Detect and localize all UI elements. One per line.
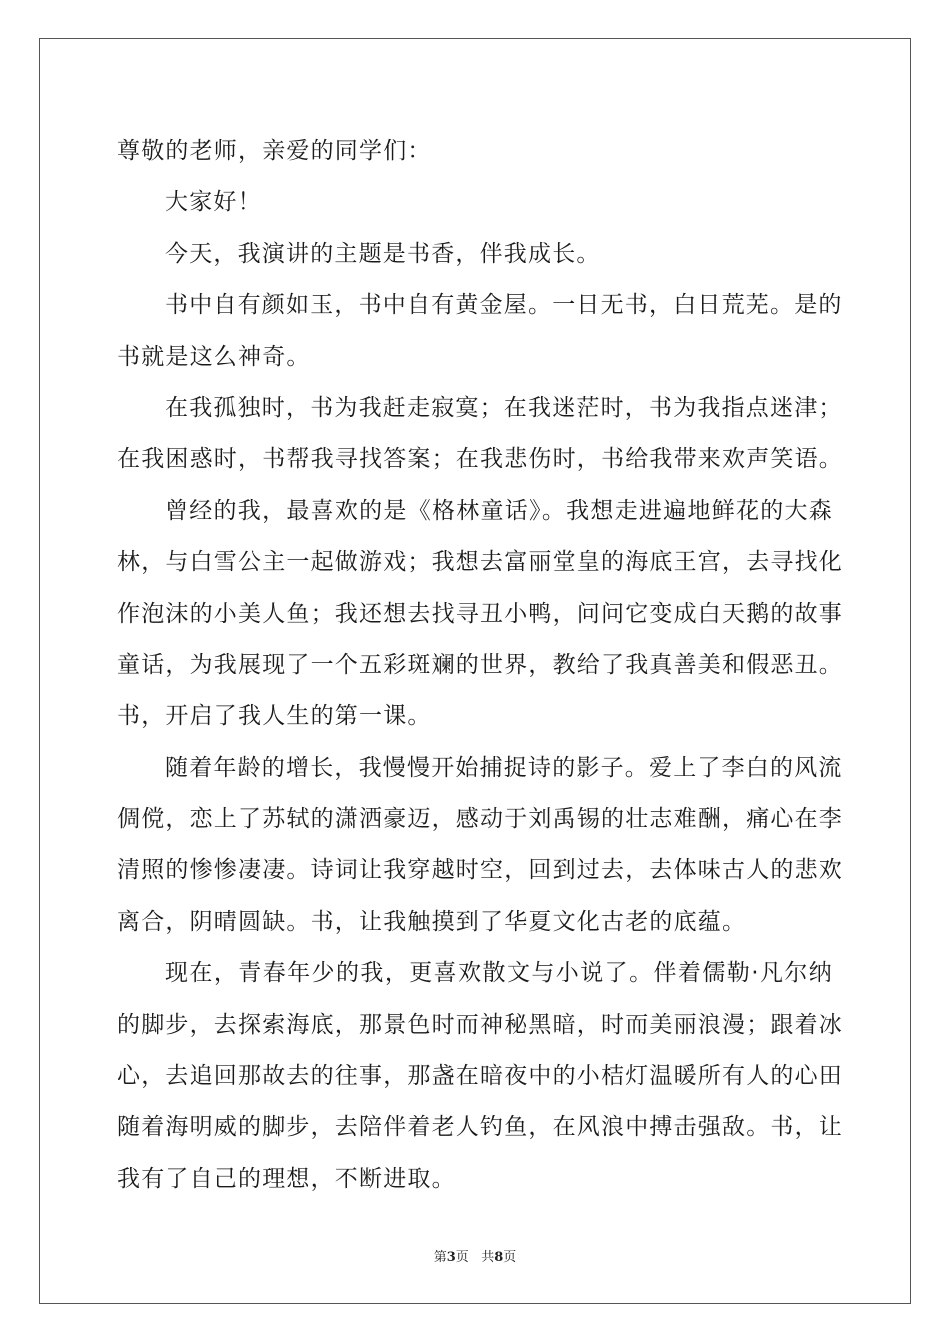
- text-line: 童话，为我展现了一个五彩斑斓的世界，教给了我真善美和假恶丑。: [117, 651, 843, 678]
- text-line: 离合，阴晴圆缺。书，让我触摸到了华夏文化古老的底蕴。: [117, 908, 747, 935]
- paragraph: [117, 177, 833, 228]
- text-line: 清照的惨惨凄凄。诗词让我穿越时空，回到过去，去体味古人的悲欢: [117, 857, 843, 884]
- paragraph: [117, 743, 843, 949]
- text-line: 随着年龄的增长，我慢慢开始捕捉诗的影子。爱上了李白的风流: [165, 754, 843, 781]
- text-line: 曾经的我，最喜欢的是《格林童话》。我想走进遍地鲜花的大森: [165, 497, 833, 524]
- total-pages: 8: [494, 1250, 504, 1265]
- document-body: [117, 126, 843, 1205]
- paragraph: [117, 280, 843, 383]
- text-line: 尊敬的老师，亲爱的同学们：: [117, 138, 432, 164]
- text-line: 作泡沫的小美人鱼；我还想去找寻丑小鸭，问问它变成白天鹅的故事: [117, 600, 843, 627]
- text-line: 心，去追回那故去的往事，那盏在暗夜中的小桔灯温暖所有人的心田: [117, 1063, 843, 1090]
- text-line: 在我困惑时，书帮我寻找答案；在我悲伤时，书给我带来欢声笑语。: [117, 446, 843, 473]
- total-suffix: 页: [503, 1250, 517, 1265]
- paragraph: [117, 486, 843, 743]
- page-number: 3: [446, 1250, 456, 1265]
- text-line: 大家好！: [165, 189, 262, 216]
- text-line: 倜傥，恋上了苏轼的潇洒豪迈，感动于刘禹锡的壮志难酬，痛心在李: [117, 806, 843, 833]
- text-line: 书就是这么神奇。: [117, 343, 311, 370]
- total-prefix: 共: [481, 1250, 495, 1265]
- page-footer: [0, 1246, 950, 1265]
- page-suffix: 页: [455, 1250, 469, 1265]
- text-line: 在我孤独时，书为我赶走寂寞；在我迷茫时，书为我指点迷津；: [165, 394, 843, 421]
- text-line: 书中自有颜如玉，书中自有黄金屋。一日无书，白日荒芜。是的: [165, 292, 843, 319]
- paragraph: [117, 229, 833, 280]
- paragraph: [117, 383, 843, 486]
- text-line: 现在，青春年少的我，更喜欢散文与小说了。伴着儒勒·凡尔纳: [165, 960, 833, 987]
- text-line: 林，与白雪公主一起做游戏；我想去富丽堂皇的海底王宫，去寻找化: [117, 549, 843, 576]
- paragraph: [117, 948, 843, 1205]
- text-line: 书，开启了我人生的第一课。: [117, 703, 432, 730]
- text-line: 随着海明威的脚步，去陪伴着老人钓鱼，在风浪中搏击强敌。书，让: [117, 1114, 843, 1141]
- page-prefix: 第: [433, 1250, 447, 1265]
- text-line: 我有了自己的理想，不断进取。: [117, 1165, 456, 1192]
- paragraph: [117, 126, 833, 177]
- text-line: 今天，我演讲的主题是书香，伴我成长。: [165, 240, 601, 267]
- text-line: 的脚步，去探索海底，那景色时而神秘黑暗，时而美丽浪漫；跟着冰: [117, 1011, 843, 1038]
